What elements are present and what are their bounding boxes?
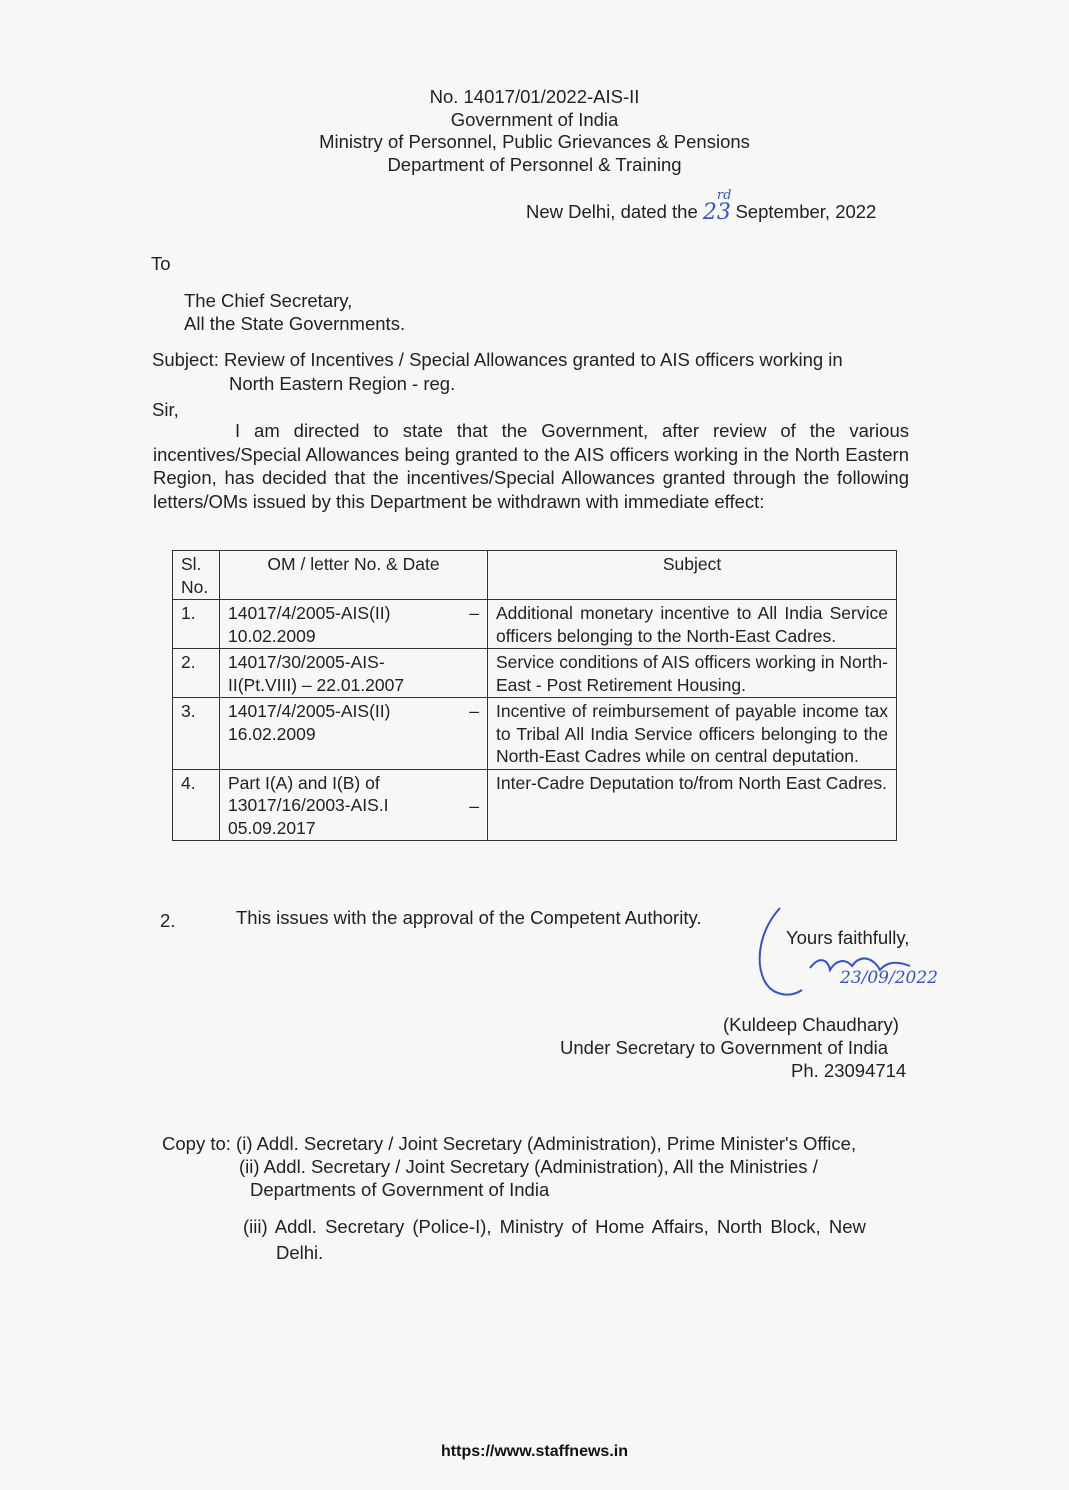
om-dash: – bbox=[469, 701, 479, 721]
body-paragraph bbox=[153, 419, 909, 513]
row-sl: 1. bbox=[173, 600, 220, 649]
signatory-designation: Under Secretary to Government of India bbox=[560, 1037, 889, 1058]
para2-number: 2. bbox=[160, 910, 176, 931]
recipient-org: All the State Governments. bbox=[184, 313, 406, 334]
government-name: Government of India bbox=[450, 109, 619, 130]
om-dash: – bbox=[469, 795, 479, 816]
table-row bbox=[173, 649, 897, 698]
copy-to-item-2-line-2: Departments of Government of India bbox=[250, 1179, 550, 1200]
om-line-1: 14017/4/2005-AIS(II) bbox=[228, 603, 391, 623]
signatory-name: (Kuldeep Chaudhary) bbox=[723, 1014, 899, 1035]
row-om bbox=[220, 649, 488, 698]
header-om: OM / letter No. & Date bbox=[220, 551, 488, 600]
table-row bbox=[173, 698, 897, 770]
signature-scribble-icon bbox=[750, 900, 990, 1020]
table-header-row bbox=[173, 551, 897, 600]
department-name: Department of Personnel & Training bbox=[387, 154, 682, 175]
date-suffix-handwritten: rd bbox=[716, 187, 732, 203]
file-number: No. 14017/01/2022-AIS-II bbox=[429, 86, 640, 107]
para2-text: This issues with the approval of the Competent Authority. bbox=[236, 907, 702, 928]
date-line bbox=[526, 187, 877, 225]
om-line-1: 14017/30/2005-AIS- bbox=[228, 652, 385, 672]
footer-url[interactable]: https://www.staffnews.in bbox=[441, 1443, 628, 1460]
body-paragraph-text: I am directed to state that the Government, after review of the various incentives/Special Allowances being granted to the AIS officers working in the North Eastern Region, has decided that the incentives/Special Allowances granted through the following letters/OMs issued by this Department be withdrawn with immediate effect: bbox=[153, 420, 909, 512]
om-table bbox=[172, 550, 897, 841]
row-sl: 2. bbox=[173, 649, 220, 698]
copy-to-item-1: (i) Addl. Secretary / Joint Secretary (Administration), Prime Minister's Office, bbox=[236, 1133, 857, 1154]
table-row bbox=[173, 600, 897, 649]
om-line-1: 14017/4/2005-AIS(II) bbox=[228, 701, 391, 721]
header-sl: Sl. No. bbox=[173, 551, 220, 600]
subject-line-1: Subject: Review of Incentives / Special Allowances granted to AIS officers working in bbox=[152, 349, 843, 370]
signature-date-handwritten: 23/09/2022 bbox=[840, 968, 938, 988]
ministry-name: Ministry of Personnel, Public Grievances & Pensions bbox=[319, 131, 750, 152]
copy-to-item-2-line-1: (ii) Addl. Secretary / Joint Secretary (Administration), All the Ministries / bbox=[239, 1156, 818, 1177]
row-subject: Incentive of reimbursement of payable income tax to Tribal All India Service officers belonging to the North-East Cadres while on central deputation. bbox=[488, 698, 897, 770]
row-om bbox=[220, 600, 488, 649]
date-day-handwritten: 23 bbox=[702, 200, 731, 225]
signatory-phone: Ph. 23094714 bbox=[791, 1060, 907, 1081]
row-subject: Additional monetary incentive to All India Service officers belonging to the North-East Cadres. bbox=[488, 600, 897, 649]
subject-line-2: North Eastern Region - reg. bbox=[229, 373, 456, 394]
om-line-2: 10.02.2009 bbox=[228, 625, 316, 646]
om-line-1: Part I(A) and I(B) of bbox=[228, 772, 380, 793]
copy-to bbox=[162, 1133, 856, 1155]
om-dash: – bbox=[469, 603, 479, 623]
row-sl: 3. bbox=[173, 698, 220, 770]
om-line-2: 13017/16/2003-AIS.I bbox=[228, 795, 389, 815]
copy-to-label: Copy to: bbox=[162, 1133, 231, 1154]
row-om bbox=[220, 769, 488, 841]
header-subject: Subject bbox=[488, 551, 897, 600]
date-prefix: New Delhi, dated the bbox=[526, 201, 698, 222]
om-line-3: 05.09.2017 bbox=[228, 817, 316, 838]
copy-to-item-3-line-1: (iii) Addl. Secretary (Police-I), Ministry of Home Affairs, North Block, New bbox=[243, 1216, 866, 1237]
row-om bbox=[220, 698, 488, 770]
om-line-2: II(Pt.VIII) – 22.01.2007 bbox=[228, 674, 405, 695]
date-suffix: September, 2022 bbox=[735, 201, 877, 222]
to-label: To bbox=[151, 253, 171, 274]
row-subject: Service conditions of AIS officers working in North-East - Post Retirement Housing. bbox=[488, 649, 897, 698]
row-subject: Inter-Cadre Deputation to/from North East Cadres. bbox=[488, 769, 897, 841]
copy-to-item-3-line-2: Delhi. bbox=[276, 1242, 324, 1263]
recipient: The Chief Secretary, bbox=[184, 290, 353, 311]
salutation: Sir, bbox=[152, 399, 179, 420]
row-sl: 4. bbox=[173, 769, 220, 841]
table-row bbox=[173, 769, 897, 841]
om-line-2: 16.02.2009 bbox=[228, 723, 316, 744]
closing: Yours faithfully, bbox=[786, 927, 910, 948]
